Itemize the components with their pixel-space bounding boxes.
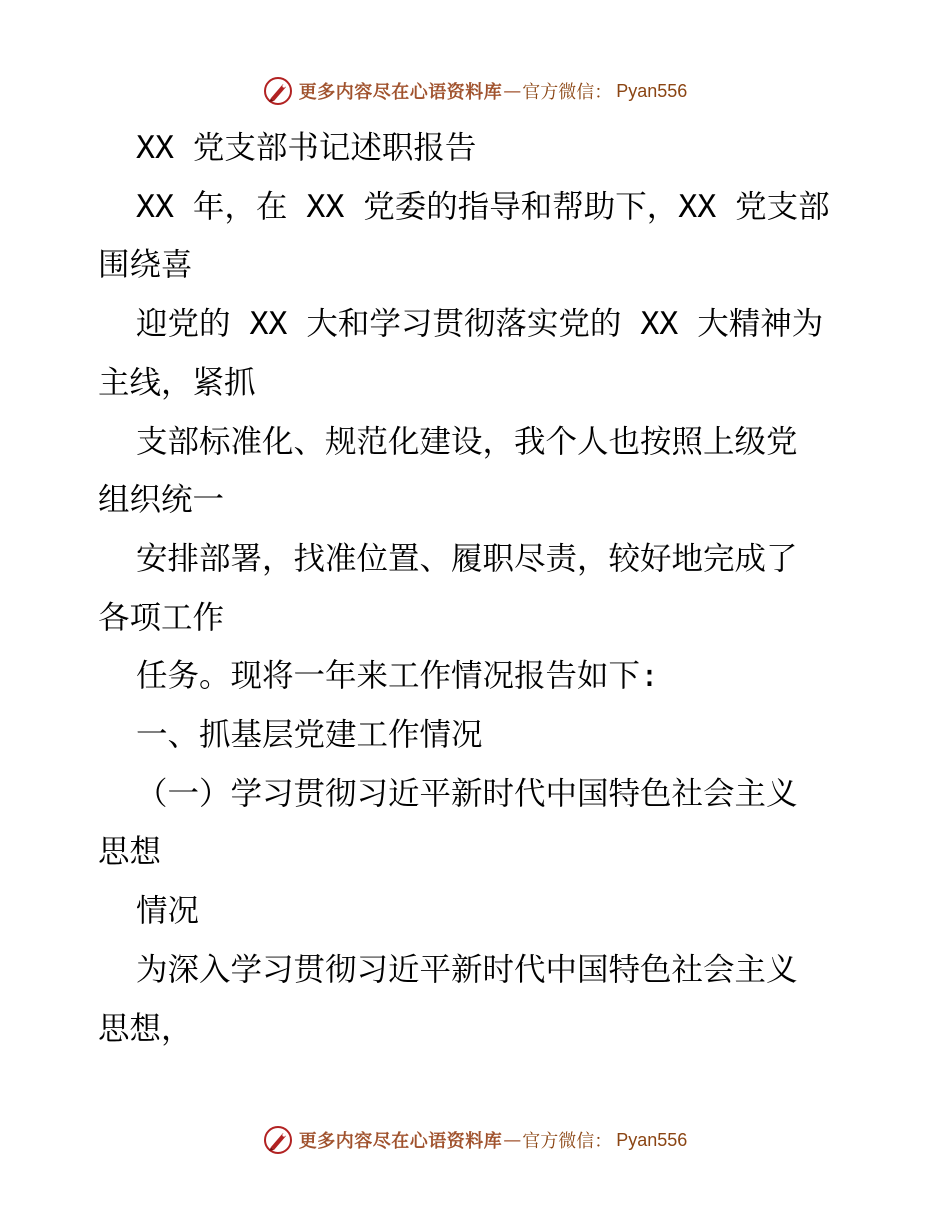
document-line: 围绕喜 bbox=[98, 247, 193, 284]
document-line: 思想 bbox=[98, 834, 162, 871]
banner-wechat-id: Pyan556 bbox=[616, 1129, 688, 1150]
document-line: 为深入学习贯彻习近平新时代中国特色社会主义 bbox=[136, 951, 798, 988]
pen-logo-icon bbox=[263, 1125, 293, 1155]
banner-brand: 更多内容尽在心语资料库 bbox=[298, 82, 503, 103]
document-line: 思想， bbox=[98, 1010, 193, 1047]
banner-wechat-label: 官方微信： bbox=[522, 1131, 613, 1152]
banner-wechat-label: 官方微信： bbox=[522, 82, 613, 103]
banner-wechat-id: Pyan556 bbox=[616, 80, 688, 101]
document-line: 任务。现将一年来工作情况报告如下: bbox=[136, 658, 659, 695]
banner-dash: — bbox=[503, 80, 522, 102]
banner-dash: — bbox=[503, 1129, 522, 1151]
document-line: 安排部署，找准位置、履职尽责，较好地完成了 bbox=[136, 540, 798, 577]
document-line: （一）学习贯彻习近平新时代中国特色社会主义 bbox=[136, 775, 798, 812]
document-line: XX 年，在 XX 党委的指导和帮助下，XX 党支部 bbox=[136, 188, 830, 225]
document-body bbox=[98, 119, 858, 1058]
pen-logo-icon bbox=[263, 76, 293, 106]
header-banner bbox=[0, 73, 950, 109]
document-line: 迎党的 XX 大和学习贯彻落实党的 XX 大精神为 bbox=[136, 306, 824, 343]
footer-banner bbox=[0, 1122, 950, 1158]
document-line: 一、抓基层党建工作情况 bbox=[136, 717, 483, 754]
document-line: 组织统一 bbox=[98, 482, 225, 519]
document-line: XX 党支部书记述职报告 bbox=[136, 130, 477, 166]
document-line: 主线，紧抓 bbox=[98, 364, 256, 401]
document-line: 情况 bbox=[136, 893, 200, 930]
document-line: 支部标准化、规范化建设，我个人也按照上级党 bbox=[136, 423, 798, 460]
document-line: 各项工作 bbox=[98, 599, 225, 636]
banner-brand: 更多内容尽在心语资料库 bbox=[298, 1131, 503, 1152]
